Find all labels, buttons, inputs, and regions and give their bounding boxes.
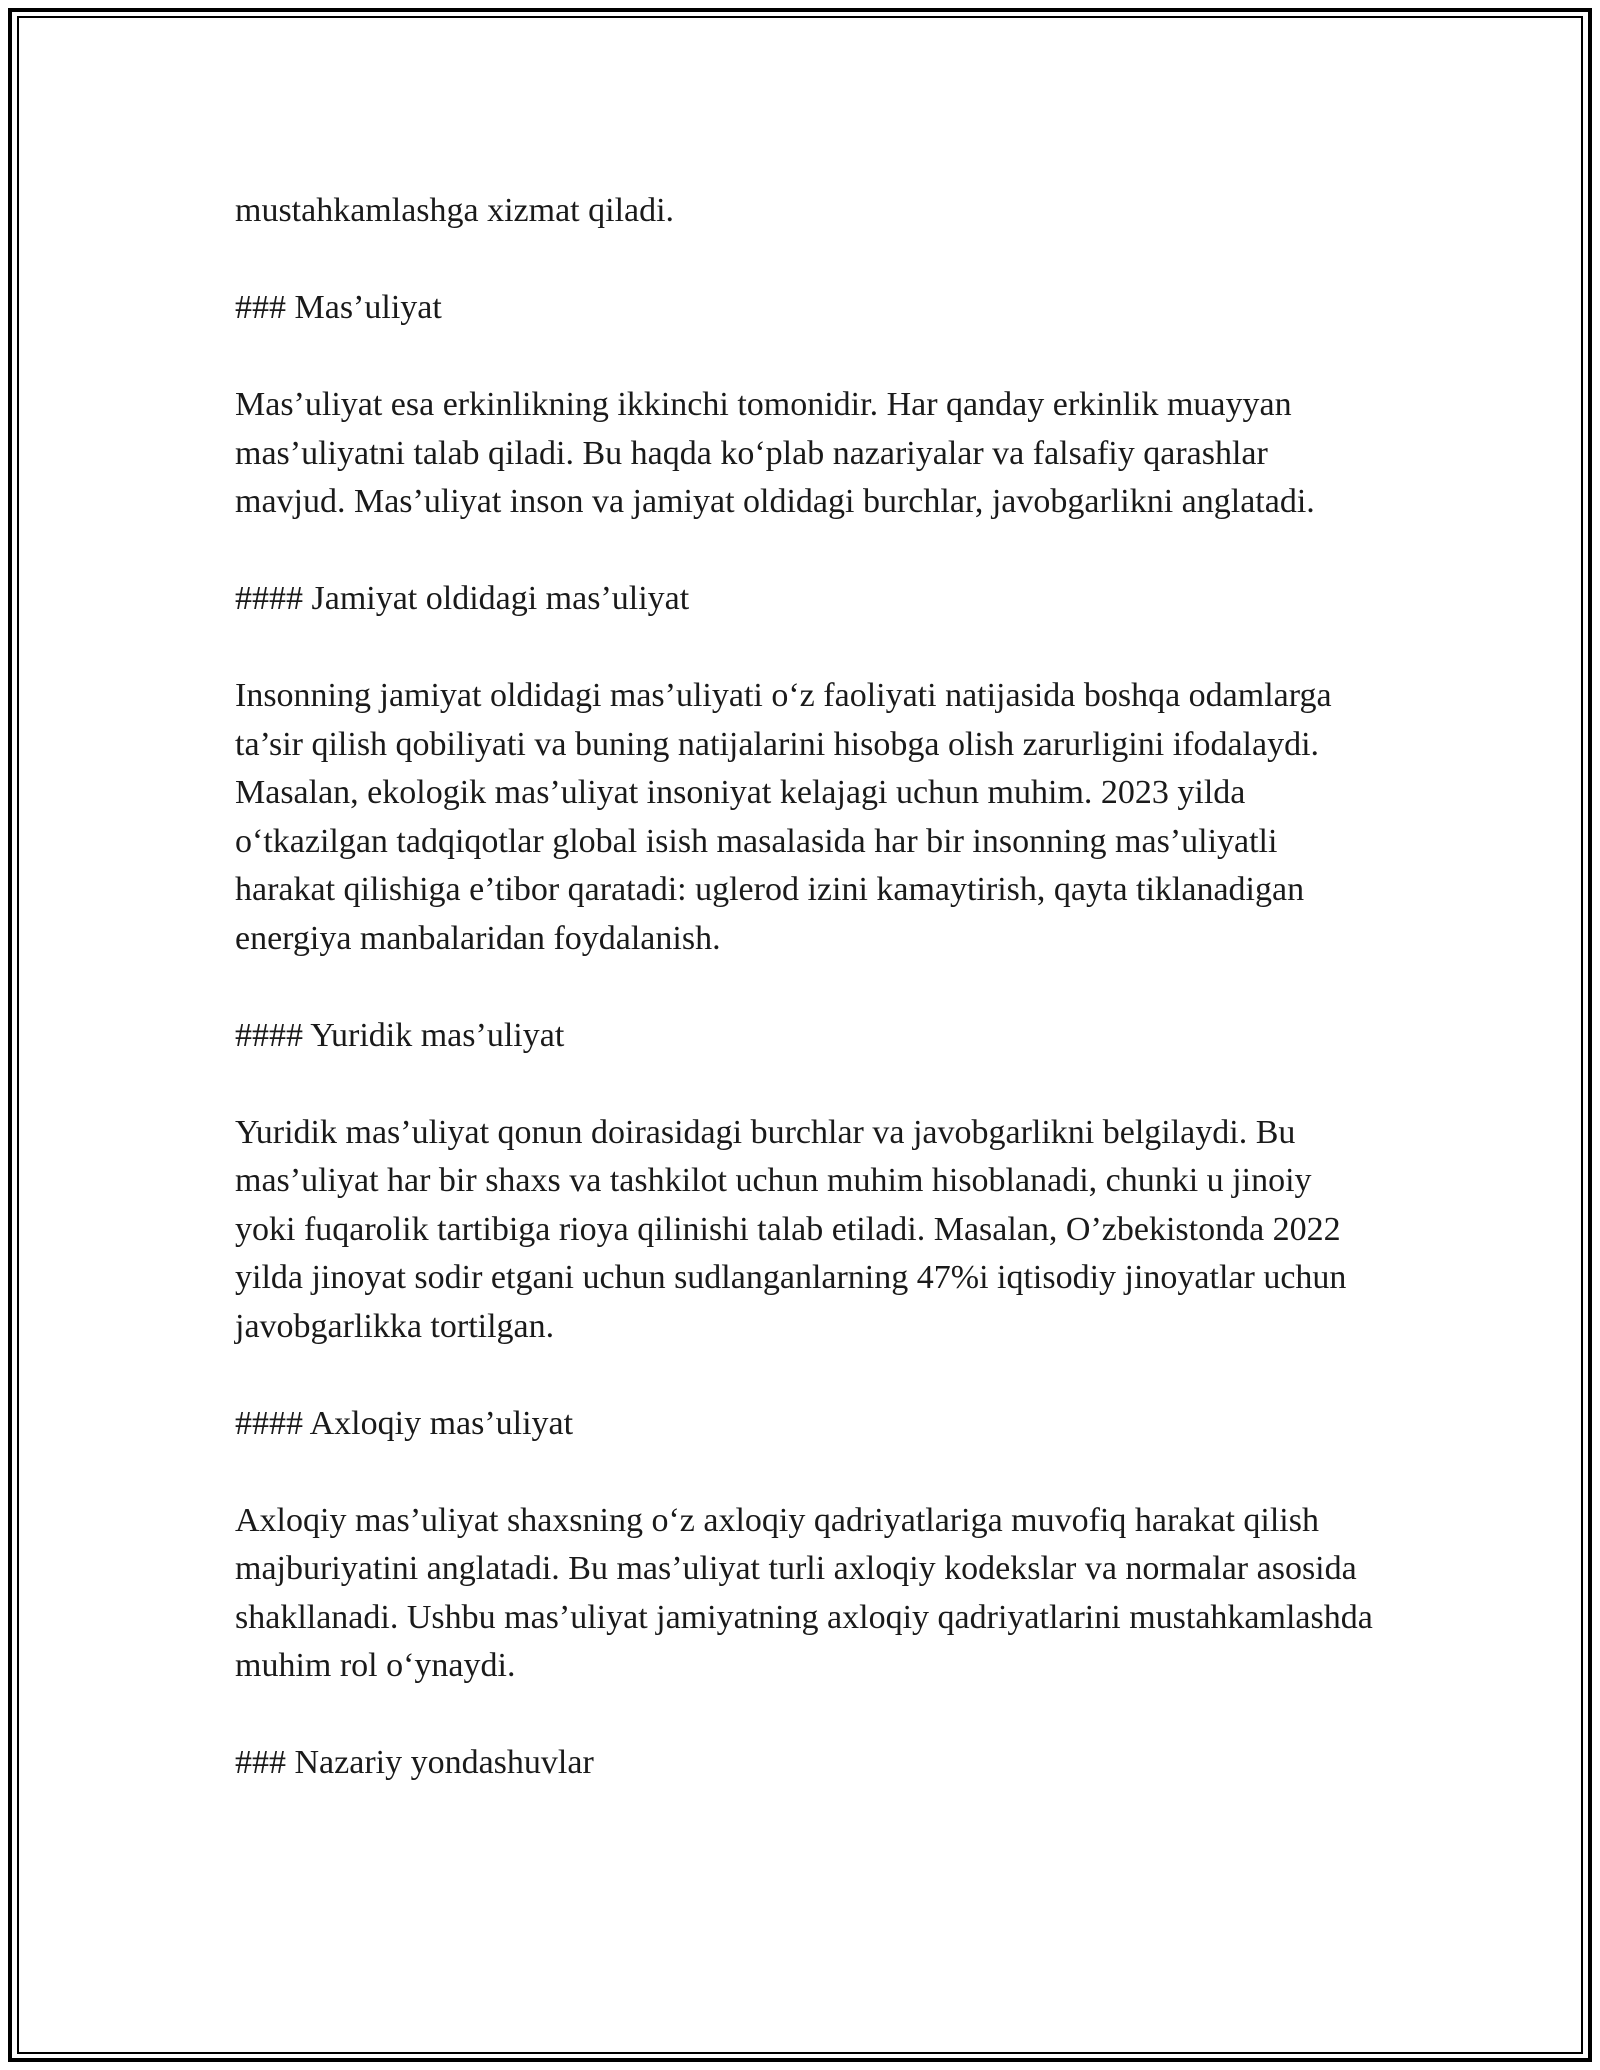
- paragraph-yuridik: Yuridik mas’uliyat qonun doirasidagi burchlar va javobgarlikni belgilaydi. Bu mas’uliyat har bir shaxs va tashkilot uchun muhim hisoblanadi, chunki u jinoiy yoki fuqarolik tartibiga rioya qilinishi talab etiladi. Masalan, O’zbekistonda 2022 yilda jinoyat sodir etgani uchun sudlanganlarning 47%i iqtisodiy jinoyatlar uchun javobgarlikka tortilgan.: [235, 1113, 1347, 1345]
- paragraph-axloqiy: Axloqiy mas’uliyat shaxsning o‘z axloqiy qadriyatlariga muvofiq harakat qilish majburiyatini anglatadi. Bu mas’uliyat turli axloqiy kodekslar va normalar asosida shakllanadi. Ushbu mas’uliyat jamiyatning axloqiy qadriyatlarini mustahkamlashda muhim rol o‘ynaydi.: [235, 1501, 1373, 1684]
- document-body: [235, 187, 1375, 1788]
- heading-nazariy-yondashuvlar: ### Nazariy yondashuvlar: [235, 1744, 594, 1781]
- paragraph-continuation: mustahkamlashga xizmat qiladi.: [235, 192, 675, 229]
- heading-masuliyat: ### Mas’uliyat: [235, 289, 442, 326]
- heading-axloqiy: #### Axloqiy mas’uliyat: [235, 1404, 574, 1442]
- heading-yuridik: #### Yuridik mas’uliyat: [235, 1016, 565, 1054]
- paragraph-jamiyat-oldidagi: Insonning jamiyat oldidagi mas’uliyati o‘z faoliyati natijasida boshqa odamlarga ta’sir qilish qobiliyati va buning natijalarini hisobga olish zarurligini ifodalaydi. Masalan, ekologik mas’uliyat insoniyat kelajagi uchun muhim. 2023 yilda o‘tkazilgan tadqiqotlar global isish masalasida har bir insonning mas’uliyatli harakat qilishiga e’tibor qaratadi: uglerod izini kamaytirish, qayta tiklanadigan energiya manbalaridan foydalanish.: [235, 677, 1332, 957]
- paragraph-masuliyat-intro: Mas’uliyat esa erkinlikning ikkinchi tomonidir. Har qanday erkinlik muayyan mas’uliyatni talab qiladi. Bu haqda ko‘plab nazariyalar va falsafiy qarashlar mavjud. Mas’uliyat inson va jamiyat oldidagi burchlar, javobgarlikni anglatadi.: [235, 386, 1315, 520]
- heading-jamiyat-oldidagi: #### Jamiyat oldidagi mas’uliyat: [235, 580, 690, 617]
